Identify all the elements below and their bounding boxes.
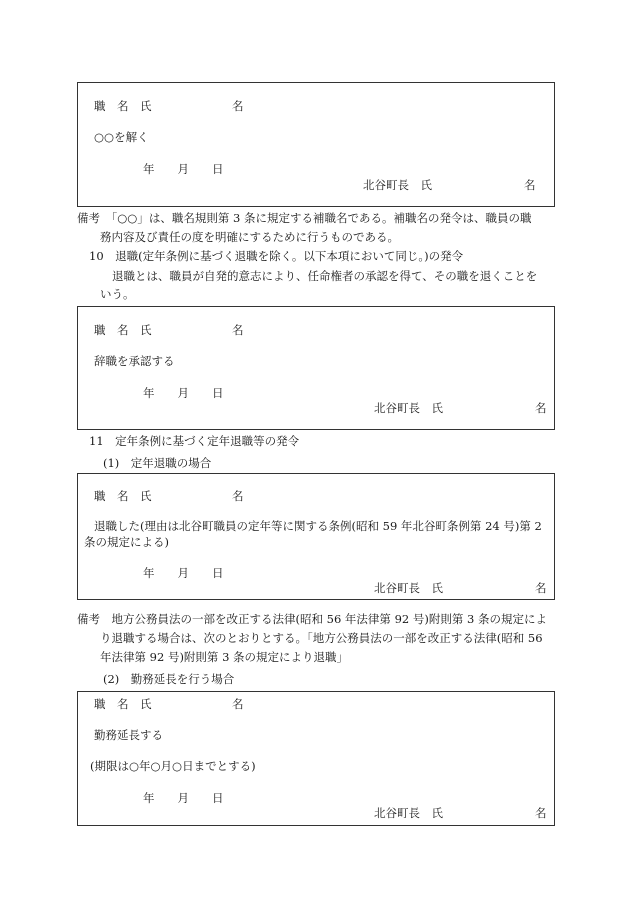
form-block-1 (77, 82, 555, 207)
signature-line: 北谷町長 氏 名 (374, 806, 547, 820)
signature-line: 北谷町長 氏 名 (363, 178, 536, 192)
name-line: 職 名 氏 名 (94, 489, 244, 503)
date-line: 年 月 日 (143, 566, 224, 580)
body-line-1: 退職した(理由は北谷町職員の定年等に関する条例(昭和 59 年北谷町条例第 24 号)第 2 (94, 519, 542, 533)
signature-line: 北谷町長 氏 名 (374, 581, 547, 595)
date-line: 年 月 日 (143, 791, 224, 805)
date-line: 年 月 日 (143, 386, 224, 400)
name-line: 職 名 氏 名 (94, 99, 244, 113)
form-block-4 (77, 691, 555, 826)
section-10-text-line-2: いう。 (100, 287, 135, 301)
form-block-2 (77, 306, 555, 430)
section-heading-11: 11 定年条例に基づく定年退職等の発令 (89, 434, 300, 448)
date-line: 年 月 日 (143, 162, 224, 176)
form-block-3 (77, 473, 555, 600)
note-2-line-3: 年法律第 92 号)附則第 3 条の規定により退職」 (100, 650, 349, 664)
name-line: 職 名 氏 名 (94, 697, 244, 711)
note-2-line-2: り退職する場合は、次のとおりとする。「地方公務員法の一部を改正する法律(昭和 56 (100, 631, 543, 645)
note-1-line-1: 備考 「○○」は、職名規則第 3 条に規定する補職名である。補職名の発令は、職員の職 (77, 211, 532, 225)
body-line-2: 条の規定による) (84, 535, 169, 549)
section-11-sub-1: (1) 定年退職の場合 (103, 456, 212, 470)
body-line: 辞職を承認する (94, 354, 175, 368)
body-line: ○○を解く (94, 130, 149, 144)
note-2-line-1: 備考 地方公務員法の一部を改正する法律(昭和 56 年法律第 92 号)附則第 3 条の規定によ (77, 612, 547, 626)
body-line-1: 勤務延長する (94, 728, 163, 742)
body-line-2: (期限は○年○月○日までとする) (90, 759, 256, 773)
section-heading-10: 10 退職(定年条例に基づく退職を除く。以下本項において同じ。)の発令 (89, 249, 464, 263)
signature-line: 北谷町長 氏 名 (374, 401, 547, 415)
section-10-text-line-1: 退職とは、職員が自発的意志により、任命権者の承認を得て、その職を退くことを (112, 269, 538, 283)
name-line: 職 名 氏 名 (94, 323, 244, 337)
section-11-sub-2: (2) 勤務延長を行う場合 (103, 672, 235, 686)
note-1-line-2: 務内容及び責任の度を明確にするために行うものである。 (100, 230, 399, 244)
